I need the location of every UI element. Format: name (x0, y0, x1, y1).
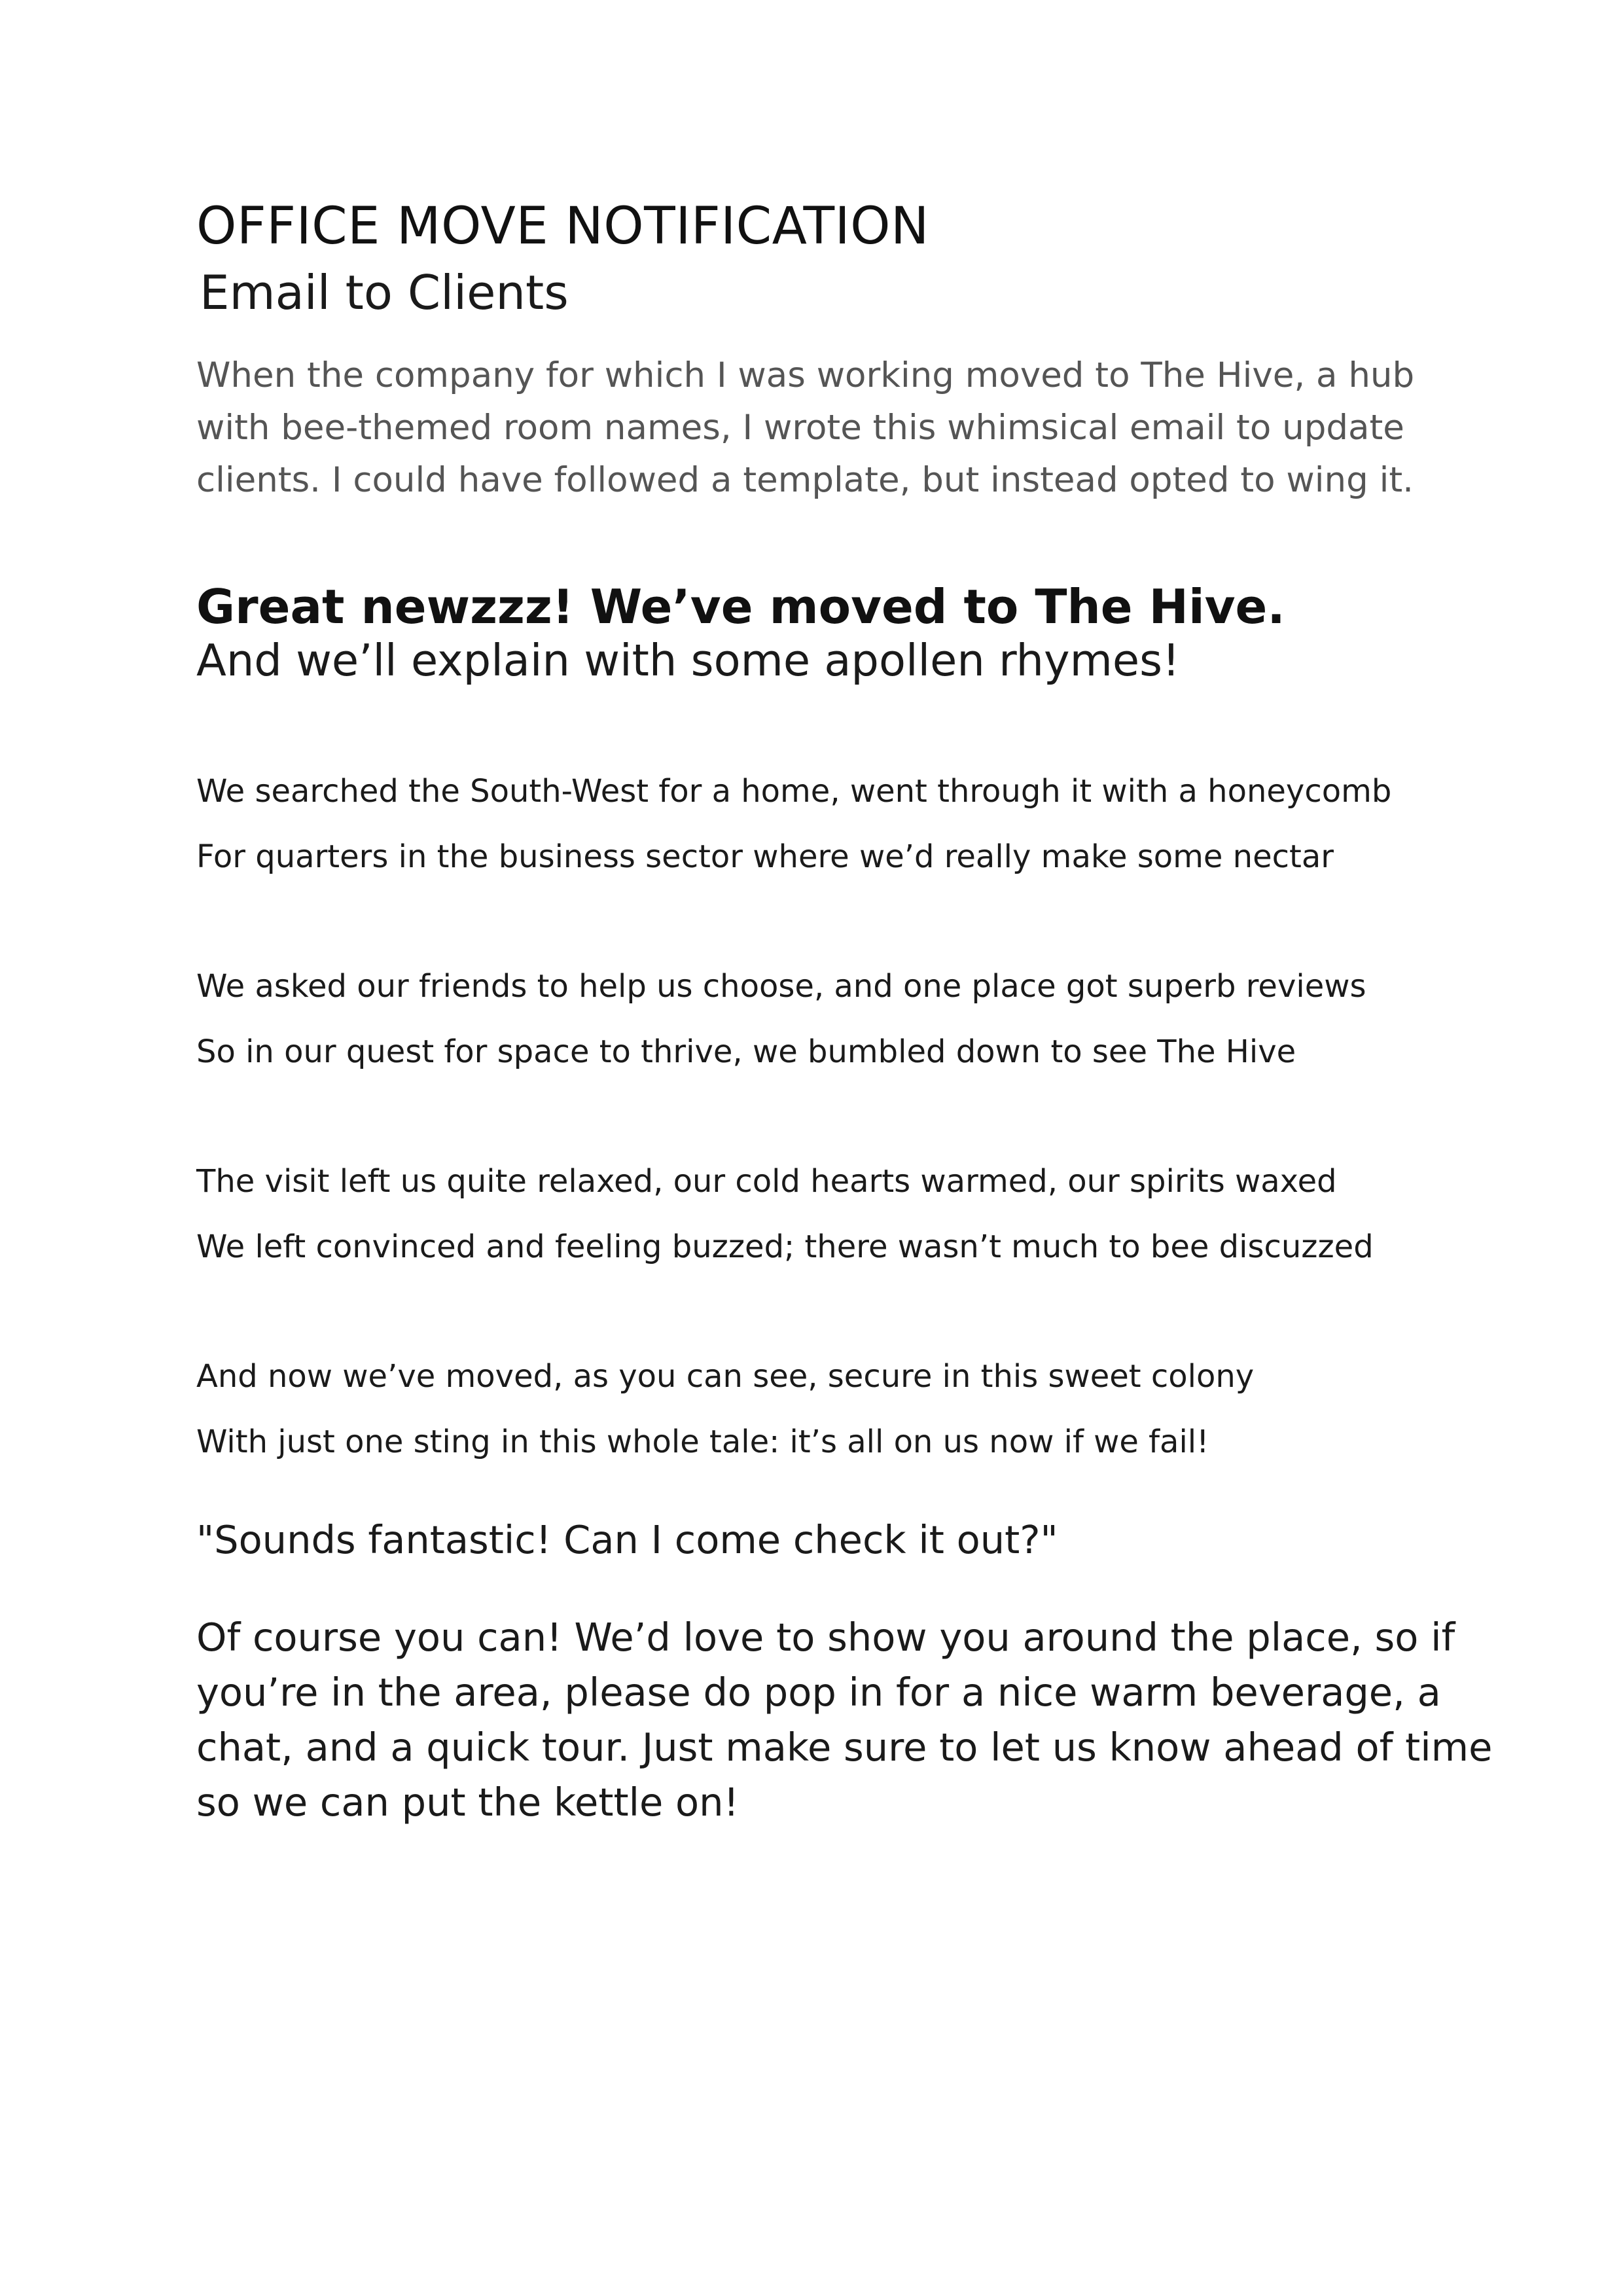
poem-line: With just one sting in this whole tale: it’s all on us now if we fail! (196, 1424, 1209, 1461)
poem (196, 759, 1479, 1475)
poem-line: We searched the South-West for a home, went through it with a honeycomb (196, 773, 1392, 810)
poem-line: We left convinced and feeling buzzed; there wasn’t much to bee discuzzed (196, 1229, 1374, 1266)
answer-paragraph: Of course you can! We’d love to show you around the place, so if you’re in the area, please do pop in for a nice warm beverage, a chat, and a quick tour. Just make sure to let us know ahead of time so we can put the kettle on! (196, 1614, 1493, 1825)
poem-stanza-1 (196, 759, 1479, 889)
poem-line: The visit left us quite relaxed, our cold hearts warmed, our spirits waxed (196, 1163, 1337, 1200)
poem-stanza-3 (196, 1149, 1479, 1280)
email-headline: Great newzzz! We’ve moved to The Hive. (196, 579, 1285, 634)
poem-line: So in our quest for space to thrive, we bumbled down to see The Hive (196, 1033, 1296, 1071)
poem-stanza-2 (196, 954, 1479, 1085)
client-question: "Sounds fantastic! Can I come check it out?" (196, 1517, 1058, 1563)
poem-line: For quarters in the business sector where we’d really make some nectar (196, 838, 1334, 876)
intro-text: When the company for which I was working moved to The Hive, a hub with bee-themed room names, I wrote this whimsical email to update clients. I could have followed a template, but instead opted to wing it. (196, 355, 1415, 500)
document-page (196, 196, 1493, 1830)
document-title: OFFICE MOVE NOTIFICATION (196, 197, 929, 256)
poem-line: We asked our friends to help us choose, and one place got superb reviews (196, 968, 1366, 1005)
email-subheadline: And we’ll explain with some apollen rhymes! (196, 634, 1180, 686)
poem-stanza-4 (196, 1344, 1479, 1475)
document-subtitle: Email to Clients (200, 264, 569, 320)
intro-paragraph (196, 350, 1440, 507)
poem-line: And now we’ve moved, as you can see, secure in this sweet colony (196, 1358, 1255, 1395)
